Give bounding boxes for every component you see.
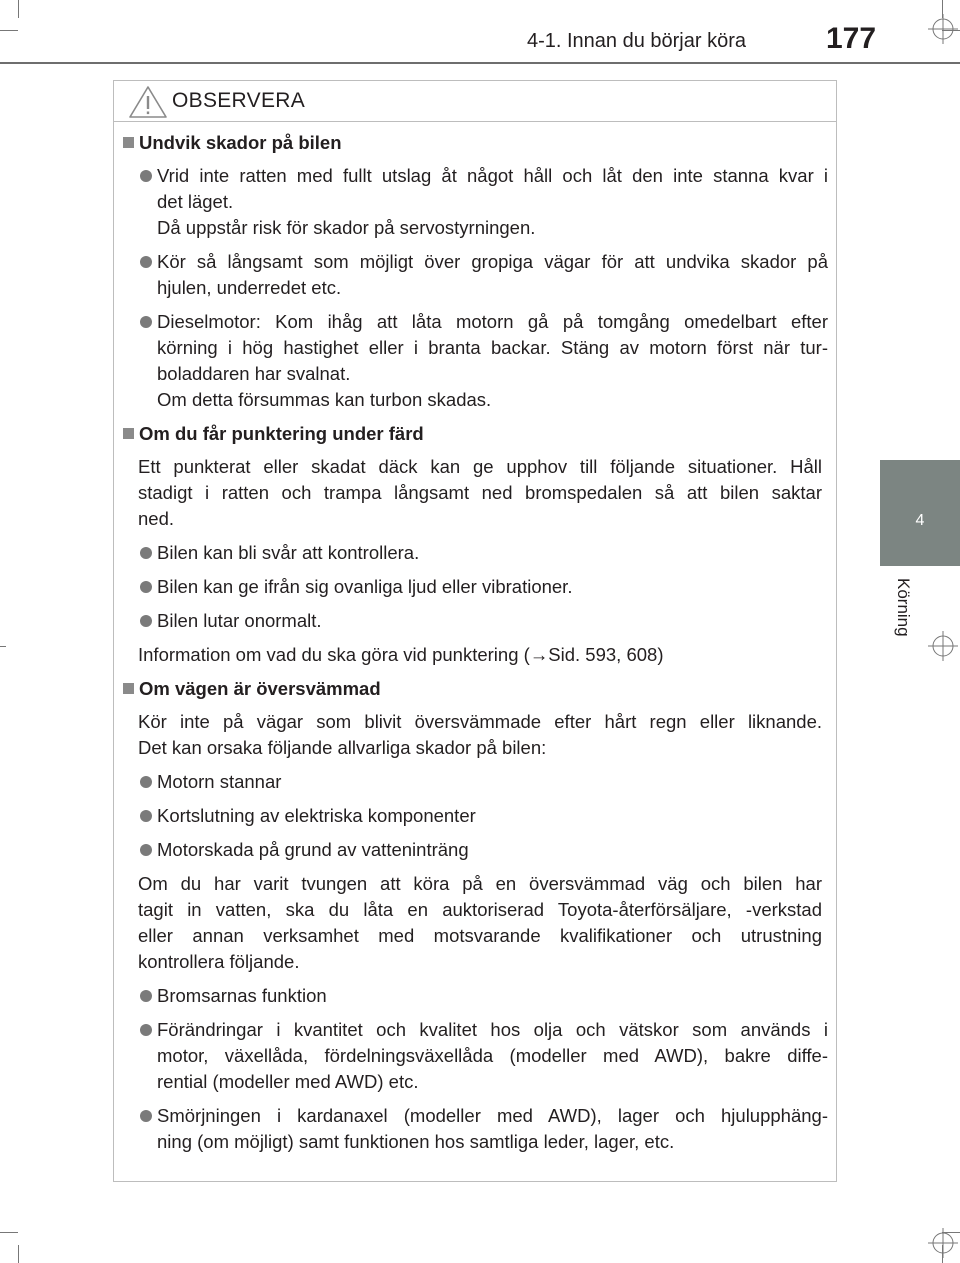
chapter-tab [880, 460, 960, 566]
bullet-dot-icon [140, 256, 152, 268]
crop-mark [0, 30, 18, 31]
notice-header [114, 81, 836, 122]
crop-mark [18, 0, 19, 18]
list-item: Förändringar i kvantitet och kvalitet hos olja och vätskor som används i motor, växellåda, fördelningsväxellåda (modeller med AWD), bakre diffe- rential (modeller med AWD) etc. [123, 1017, 828, 1095]
square-bullet-icon [123, 137, 134, 148]
header-section-title: 4-1. Innan du börjar köra [526, 30, 746, 52]
paragraph: Om du har varit tvungen att köra på en översvämmad väg och bilen har tagit in vatten, ska du låta en auktoriserad Toyota-återförsäljare, -verkstad eller annan verksamhet med motsvarande kvalifikationer och utrustning kontrollera följande. [138, 873, 822, 972]
bullet-dot-icon [140, 581, 152, 593]
registration-mark [928, 14, 958, 44]
crop-mark [0, 1232, 18, 1233]
section-heading: Om du får punktering under färd [123, 421, 828, 447]
list-item: Motorn stannar [123, 769, 828, 795]
section-heading: Undvik skador på bilen [123, 130, 828, 156]
list-item: Bromsarnas funktion [123, 983, 828, 1009]
bullet-dot-icon [140, 170, 152, 182]
list-item: Vrid inte ratten med fullt utslag åt något håll och låt den inte stanna kvar i det läget. Då uppstår risk för skador på servostyrningen. [123, 163, 828, 241]
list-item: Dieselmotor: Kom ihåg att låta motorn gå på tomgång omedelbart efter körning i hög hastighet eller i branta backar. Stäng av motorn först när tur- boladdaren har svalnat. Om detta försummas kan turbon skadas. [123, 309, 828, 413]
paragraph: Information om vad du ska göra vid punktering (→Sid. 593, 608) [138, 644, 664, 665]
list-item: Bilen kan ge ifrån sig ovanliga ljud eller vibrationer. [123, 574, 828, 600]
list-item: Bilen kan bli svår att kontrollera. [123, 540, 828, 566]
bullet-dot-icon [140, 547, 152, 559]
bullet-dot-icon [140, 316, 152, 328]
registration-mark [928, 1228, 958, 1258]
bullet-dot-icon [140, 844, 152, 856]
bullet-dot-icon [140, 1024, 152, 1036]
list-item: Kortslutning av elektriska komponenter [123, 803, 828, 829]
bullet-dot-icon [140, 776, 152, 788]
crop-mark [0, 646, 6, 647]
page-number: 177 [826, 22, 877, 55]
square-bullet-icon [123, 683, 134, 694]
header-rule [0, 62, 960, 64]
bullet-dot-icon [140, 990, 152, 1002]
bullet-dot-icon [140, 1110, 152, 1122]
section-heading: Om vägen är översvämmad [123, 676, 828, 702]
bullet-dot-icon [140, 810, 152, 822]
list-item: Bilen lutar onormalt. [123, 608, 828, 634]
chapter-label: Körning [894, 578, 913, 637]
crop-mark [18, 1245, 19, 1263]
list-item: Motorskada på grund av vatteninträng [123, 837, 828, 863]
notice-title: OBSERVERA [172, 89, 306, 112]
chapter-number: 4 [915, 512, 925, 529]
square-bullet-icon [123, 428, 134, 439]
bullet-dot-icon [140, 615, 152, 627]
registration-mark [928, 631, 958, 661]
warning-triangle-icon [128, 85, 168, 119]
list-item: Kör så långsamt som möjligt över gropiga vägar för att undvika skador på hjulen, underredet etc. [123, 249, 828, 301]
paragraph: Kör inte på vägar som blivit översvämmade efter hårt regn eller liknande. Det kan orsaka följande allvarliga skador på bilen: [138, 711, 822, 758]
notice-content [123, 130, 828, 1163]
paragraph: Ett punkterat eller skadat däck kan ge upphov till följande situationer. Håll stadigt i ratten och trampa långsamt ned bromspedalen så att bilen saktar ned. [138, 456, 822, 529]
list-item: Smörjningen i kardanaxel (modeller med AWD), lager och hjulupphäng- ning (om möjligt) samt funktionen hos samtliga leder, lager, etc. [123, 1103, 828, 1155]
